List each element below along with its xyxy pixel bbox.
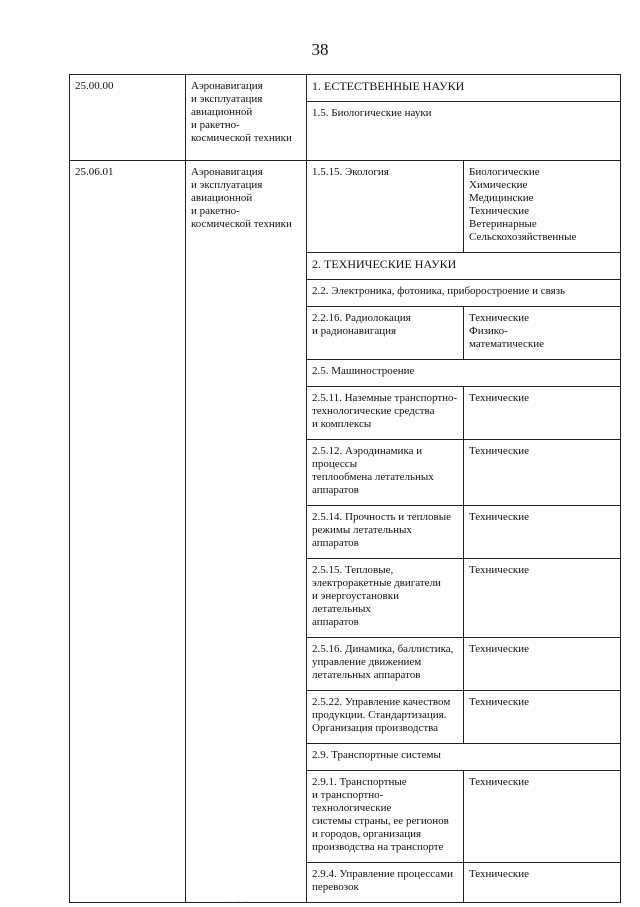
specialty-cell: 2.5.12. Аэродинамика и процессы теплообмена летательных аппаратов: [307, 440, 464, 506]
degrees-cell: Технические: [464, 691, 621, 744]
specialty-cell: 2.5.22. Управление качеством продукции. Стандартизация. Организация производства: [307, 691, 464, 744]
degrees-cell: Технические: [464, 863, 621, 903]
group-heading: 2.2. Электроника, фотоника, приборостроение и связь: [307, 280, 621, 307]
scan-artifact: · · ·: [228, 898, 250, 907]
degrees-cell: Технические: [464, 771, 621, 863]
degrees-cell: Технические: [464, 559, 621, 638]
table-row: [70, 75, 621, 102]
degrees-cell: Технические Физико- математические: [464, 307, 621, 360]
direction-name: Аэронавигация и эксплуатация авиационной и ракетно- космической техники: [186, 75, 307, 161]
table-row: [70, 161, 621, 253]
group-heading: 2.9. Транспортные системы: [307, 744, 621, 771]
section-heading: 2. ТЕХНИЧЕСКИЕ НАУКИ: [307, 253, 621, 280]
degrees-cell: Технические: [464, 440, 621, 506]
specialty-cell: 2.5.14. Прочность и тепловые режимы летательных аппаратов: [307, 506, 464, 559]
section-heading: 1. ЕСТЕСТВЕННЫЕ НАУКИ: [307, 75, 621, 102]
direction-name: Аэронавигация и эксплуатация авиационной и ракетно- космической техники: [186, 161, 307, 903]
degrees-cell: Технические: [464, 387, 621, 440]
direction-code: 25.00.00: [70, 75, 186, 161]
specialty-cell: 2.9.4. Управление процессами перевозок: [307, 863, 464, 903]
specialty-cell: 2.9.1. Транспортные и транспортно-технологические системы страны, ее регионов и городов, организация производства на транспорте: [307, 771, 464, 863]
specialties-table: [69, 74, 621, 903]
degrees-cell: Технические: [464, 638, 621, 691]
degrees-cell: Технические: [464, 506, 621, 559]
degrees-cell: Биологические Химические Медицинские Технические Ветеринарные Сельскохозяйственные: [464, 161, 621, 253]
group-heading: 2.5. Машиностроение: [307, 360, 621, 387]
specialty-cell: 2.5.15. Тепловые, электроракетные двигатели и энергоустановки летательных аппаратов: [307, 559, 464, 638]
page-number: 38: [311, 40, 329, 59]
specialty-cell: 2.5.11. Наземные транспортно- технологические средства и комплексы: [307, 387, 464, 440]
specialty-cell: 2.2.16. Радиолокация и радионавигация: [307, 307, 464, 360]
direction-code: 25.06.01: [70, 161, 186, 903]
group-heading: 1.5. Биологические науки: [307, 102, 621, 161]
specialty-cell: 1.5.15. Экология: [307, 161, 464, 253]
specialty-cell: 2.5.16. Динамика, баллистика, управление движением летательных аппаратов: [307, 638, 464, 691]
